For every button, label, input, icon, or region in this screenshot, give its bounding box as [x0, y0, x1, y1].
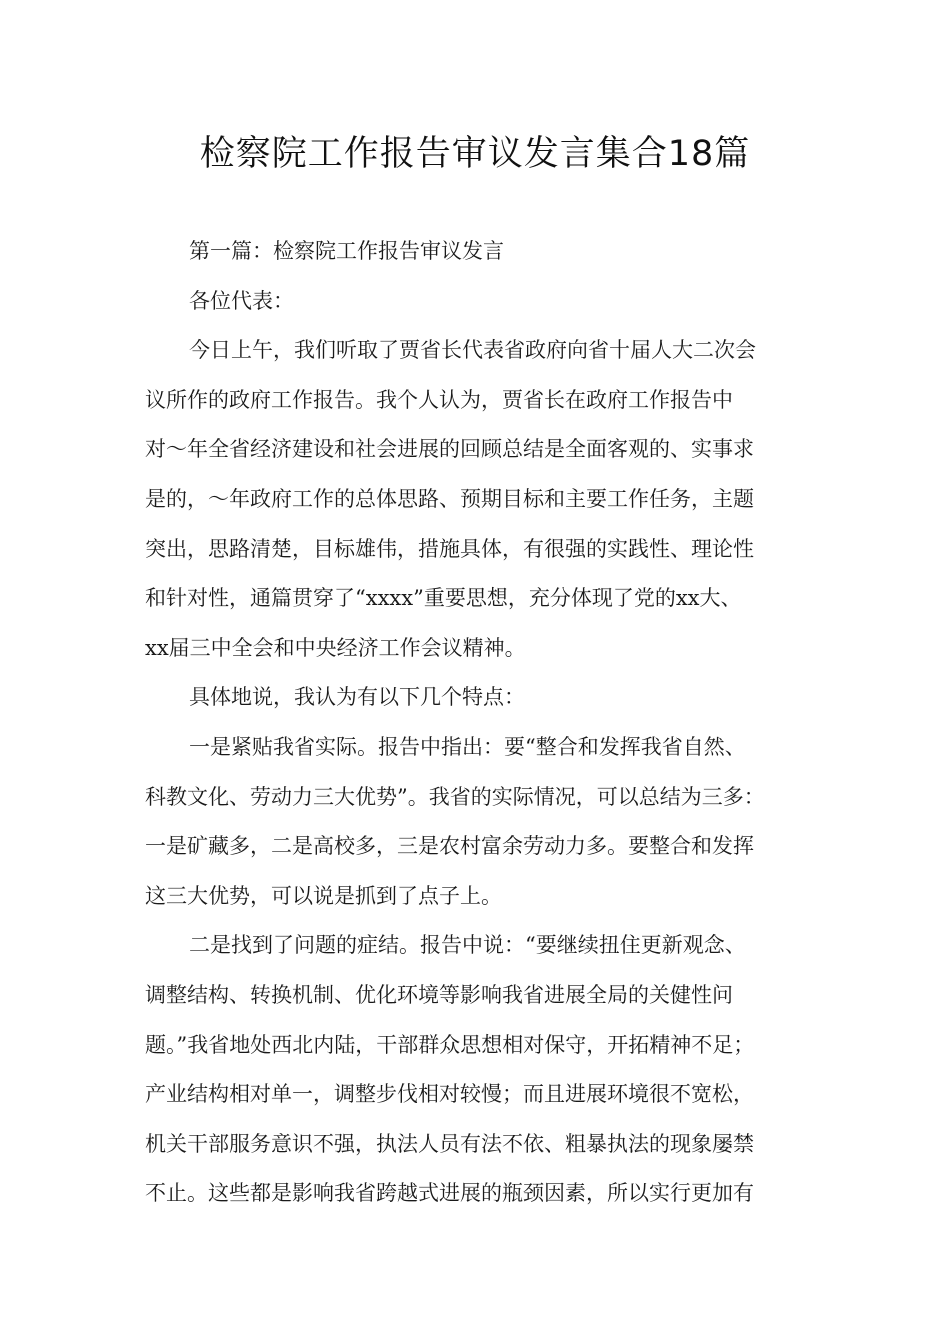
paragraph-line: 突出，思路清楚，目标雄伟，措施具体，有很强的实践性、理论性 [145, 536, 754, 561]
paragraph-section-heading [145, 227, 825, 277]
paragraph-line: 不止。这些都是影响我省跨越式进展的瓶颈因素，所以实行更加有 [145, 1181, 754, 1206]
paragraph-line: 各位代表： [189, 288, 294, 313]
paragraph-line: 第一篇：检察院工作报告审议发言 [189, 239, 504, 263]
paragraph-line: 一是矿藏多，二是高校多，三是农村富余劳动力多。要整合和发挥 [145, 834, 754, 859]
paragraph-body [145, 921, 825, 1219]
paragraph-salutation [145, 277, 825, 327]
paragraph-line: 和针对性，通篇贯穿了“xxxx”重要思想，充分体现了党的xx大、 [145, 586, 742, 611]
paragraph-body [145, 673, 825, 723]
paragraph-line: 调整结构、转换机制、优化环境等影响我省进展全局的关健性问 [145, 982, 733, 1007]
paragraph-line: 一是紧贴我省实际。报告中指出：要“整合和发挥我省自然、 [189, 734, 746, 759]
paragraph-line: 对～年全省经济建设和社会进展的回顾总结是全面客观的、实事求 [145, 437, 754, 462]
paragraph-body [145, 723, 825, 921]
paragraph-line: 机关干部服务意识不强，执法人员有法不依、粗暴执法的现象屡禁 [145, 1131, 754, 1156]
paragraph-line: 议所作的政府工作报告。我个人认为，贾省长在政府工作报告中 [145, 387, 733, 412]
document-title: 检察院工作报告审议发言集合18篇 [199, 134, 751, 174]
paragraph-body [145, 326, 825, 673]
paragraph-line: 这三大优势，可以说是抓到了点子上。 [145, 883, 502, 908]
paragraph-line: 科教文化、劳动力三大优势”。我省的实际情况，可以总结为三多： [145, 784, 765, 809]
paragraph-line: 题。”我省地处西北内陆，干部群众思想相对保守，开拓精神不足； [145, 1032, 755, 1057]
paragraph-line: 具体地说，我认为有以下几个特点： [189, 685, 525, 710]
paragraph-line: 今日上午，我们听取了贾省长代表省政府向省十届人大二次会 [189, 338, 756, 363]
paragraph-line: 是的，～年政府工作的总体思路、预期目标和主要工作任务，主题 [145, 486, 754, 511]
paragraph-line: 产业结构相对单一，调整步伐相对较慢；而且进展环境很不宽松， [145, 1082, 754, 1107]
paragraph-line: 二是找到了问题的症结。报告中说：“要继续扭住更新观念、 [189, 933, 746, 958]
document-body [145, 227, 825, 1219]
paragraph-line: xx届三中全会和中央经济工作会议精神。 [145, 635, 526, 660]
